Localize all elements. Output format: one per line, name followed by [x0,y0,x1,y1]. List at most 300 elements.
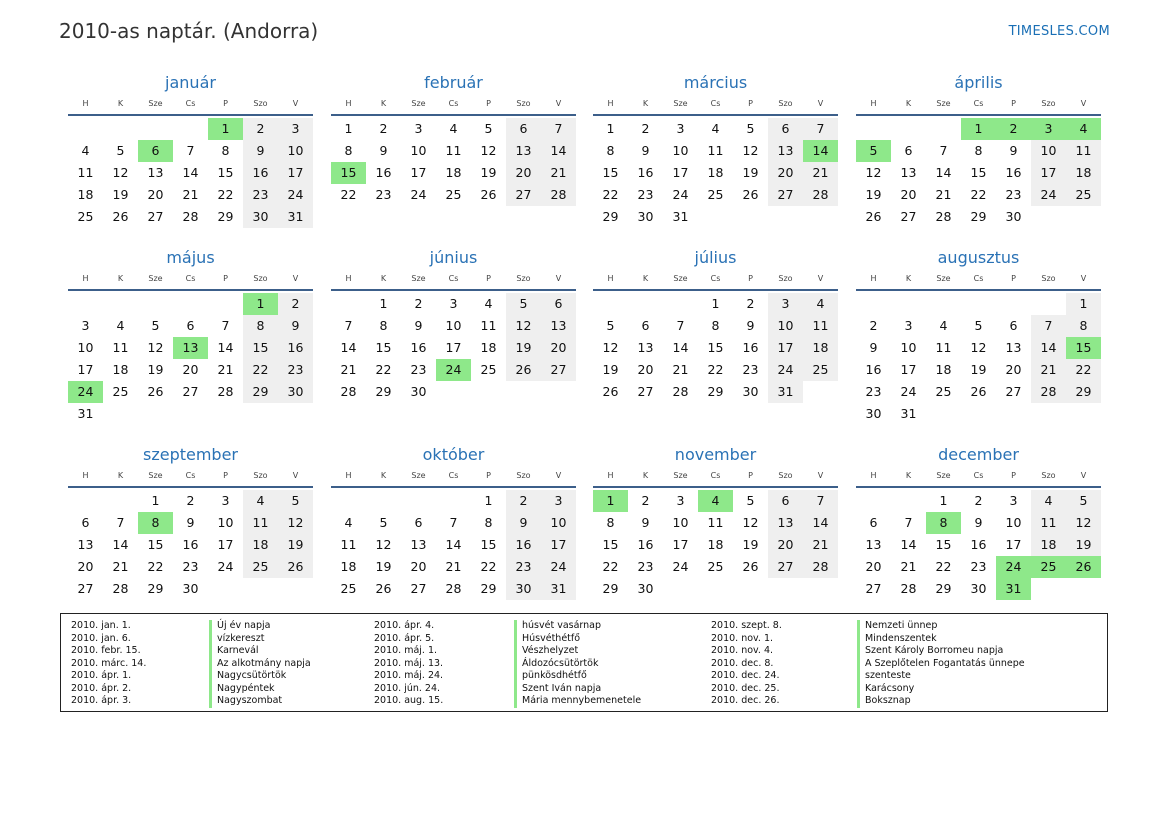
day-cell[interactable]: 23 [506,556,541,578]
day-cell[interactable]: 14 [672,340,689,355]
day-cell[interactable]: 30 [182,581,199,596]
day-cell[interactable]: 4 [1031,490,1066,512]
day-cell[interactable]: 1 [484,493,493,508]
day-cell[interactable]: 8 [484,515,493,530]
day-cell[interactable]: 23 [865,384,882,399]
day-cell[interactable]: 19 [375,559,392,574]
day-cell[interactable]: 1 [593,490,628,512]
day-cell[interactable]: 19 [865,187,882,202]
day-cell[interactable]: 21 [900,559,917,574]
day-cell[interactable]: 12 [970,340,987,355]
day-cell[interactable]: 10 [278,140,313,162]
day-cell[interactable]: 20 [182,362,199,377]
day-cell[interactable]: 12 [278,512,313,534]
day-cell[interactable]: 31 [278,206,313,228]
day-cell[interactable]: 17 [278,162,313,184]
day-cell[interactable]: 13 [637,340,654,355]
day-cell[interactable]: 10 [410,143,427,158]
day-cell[interactable]: 30 [506,578,541,600]
day-cell[interactable]: 27 [1005,384,1022,399]
day-cell[interactable]: 4 [81,143,90,158]
day-cell[interactable]: 14 [112,537,129,552]
day-cell[interactable]: 22 [217,187,234,202]
day-cell[interactable]: 30 [637,209,654,224]
day-cell[interactable]: 7 [803,490,838,512]
day-cell[interactable]: 18 [803,337,838,359]
day-cell[interactable]: 19 [506,337,541,359]
day-cell[interactable]: 24 [68,381,103,403]
day-cell[interactable]: 9 [243,140,278,162]
day-cell[interactable]: 27 [768,184,803,206]
day-cell[interactable]: 3 [904,318,913,333]
day-cell[interactable]: 19 [1066,534,1101,556]
day-cell[interactable]: 11 [77,165,94,180]
day-cell[interactable]: 8 [1066,315,1101,337]
day-cell[interactable]: 16 [506,534,541,556]
day-cell[interactable]: 27 [900,209,917,224]
day-cell[interactable]: 16 [278,337,313,359]
day-cell[interactable]: 17 [672,165,689,180]
day-cell[interactable]: 6 [869,515,878,530]
day-cell[interactable]: 20 [637,362,654,377]
day-cell[interactable]: 3 [449,296,458,311]
day-cell[interactable]: 14 [182,165,199,180]
day-cell[interactable]: 25 [77,209,94,224]
day-cell[interactable]: 26 [375,581,392,596]
day-cell[interactable]: 16 [637,537,654,552]
day-cell[interactable]: 28 [340,384,357,399]
day-cell[interactable]: 15 [935,537,952,552]
day-cell[interactable]: 7 [676,318,685,333]
day-cell[interactable]: 1 [711,296,720,311]
day-cell[interactable]: 28 [112,581,129,596]
day-cell[interactable]: 15 [602,537,619,552]
day-cell[interactable]: 9 [641,143,650,158]
day-cell[interactable]: 21 [1031,359,1066,381]
day-cell[interactable]: 30 [742,384,759,399]
day-cell[interactable]: 17 [541,534,576,556]
day-cell[interactable]: 10 [445,318,462,333]
day-cell[interactable]: 8 [974,143,983,158]
day-cell[interactable]: 18 [1031,534,1066,556]
day-cell[interactable]: 28 [935,209,952,224]
day-cell[interactable]: 12 [1066,512,1101,534]
day-cell[interactable]: 25 [707,187,724,202]
day-cell[interactable]: 19 [970,362,987,377]
day-cell[interactable]: 13 [77,537,94,552]
day-cell[interactable]: 14 [1031,337,1066,359]
day-cell[interactable]: 6 [904,143,913,158]
day-cell[interactable]: 20 [77,559,94,574]
day-cell[interactable]: 26 [480,187,497,202]
day-cell[interactable]: 11 [480,318,497,333]
day-cell[interactable]: 3 [1009,493,1018,508]
day-cell[interactable]: 5 [151,318,160,333]
day-cell[interactable]: 19 [278,534,313,556]
day-cell[interactable]: 16 [637,165,654,180]
day-cell[interactable]: 10 [672,143,689,158]
day-cell[interactable]: 19 [742,537,759,552]
day-cell[interactable]: 29 [707,384,724,399]
day-cell[interactable]: 7 [449,515,458,530]
day-cell[interactable]: 21 [445,559,462,574]
day-cell[interactable]: 10 [77,340,94,355]
day-cell[interactable]: 13 [900,165,917,180]
day-cell[interactable]: 5 [506,293,541,315]
day-cell[interactable]: 3 [81,318,90,333]
day-cell[interactable]: 22 [707,362,724,377]
day-cell[interactable]: 12 [865,165,882,180]
day-cell[interactable]: 20 [865,559,882,574]
day-cell[interactable]: 24 [410,187,427,202]
day-cell[interactable]: 4 [711,121,720,136]
day-cell[interactable]: 9 [379,143,388,158]
day-cell[interactable]: 30 [970,581,987,596]
day-cell[interactable]: 29 [1066,381,1101,403]
day-cell[interactable]: 22 [602,559,619,574]
day-cell[interactable]: 17 [768,337,803,359]
day-cell[interactable]: 16 [375,165,392,180]
day-cell[interactable]: 25 [935,384,952,399]
day-cell[interactable]: 26 [742,559,759,574]
day-cell[interactable]: 5 [116,143,125,158]
day-cell[interactable]: 2 [243,118,278,140]
day-cell[interactable]: 25 [1066,184,1101,206]
day-cell[interactable]: 25 [340,581,357,596]
day-cell[interactable]: 29 [243,381,278,403]
day-cell[interactable]: 12 [375,537,392,552]
day-cell[interactable]: 27 [637,384,654,399]
day-cell[interactable]: 4 [803,293,838,315]
day-cell[interactable]: 7 [344,318,353,333]
day-cell[interactable]: 6 [641,318,650,333]
day-cell[interactable]: 14 [935,165,952,180]
site-link[interactable]: TIMESLES.COM [1008,24,1110,39]
day-cell[interactable]: 27 [865,581,882,596]
day-cell[interactable]: 20 [541,337,576,359]
day-cell[interactable]: 16 [742,340,759,355]
day-cell[interactable]: 30 [278,381,313,403]
day-cell[interactable]: 8 [711,318,720,333]
day-cell[interactable]: 12 [147,340,164,355]
day-cell[interactable]: 2 [641,493,650,508]
day-cell[interactable]: 21 [217,362,234,377]
day-cell[interactable]: 18 [707,165,724,180]
day-cell[interactable]: 22 [147,559,164,574]
day-cell[interactable]: 8 [379,318,388,333]
day-cell[interactable]: 21 [541,162,576,184]
day-cell[interactable]: 11 [445,143,462,158]
day-cell[interactable]: 13 [173,337,208,359]
day-cell[interactable]: 31 [672,209,689,224]
day-cell[interactable]: 9 [869,340,878,355]
day-cell[interactable]: 26 [602,384,619,399]
day-cell[interactable]: 20 [768,534,803,556]
day-cell[interactable]: 16 [1005,165,1022,180]
day-cell[interactable]: 1 [1066,293,1101,315]
day-cell[interactable]: 25 [112,384,129,399]
day-cell[interactable]: 9 [186,515,195,530]
day-cell[interactable]: 5 [746,121,755,136]
day-cell[interactable]: 23 [375,187,392,202]
day-cell[interactable]: 13 [541,315,576,337]
day-cell[interactable]: 18 [112,362,129,377]
day-cell[interactable]: 25 [480,362,497,377]
day-cell[interactable]: 11 [340,537,357,552]
day-cell[interactable]: 26 [1066,556,1101,578]
day-cell[interactable]: 21 [112,559,129,574]
day-cell[interactable]: 8 [138,512,173,534]
day-cell[interactable]: 15 [147,537,164,552]
day-cell[interactable]: 16 [970,537,987,552]
day-cell[interactable]: 16 [865,362,882,377]
day-cell[interactable]: 19 [480,165,497,180]
day-cell[interactable]: 6 [81,515,90,530]
day-cell[interactable]: 18 [77,187,94,202]
day-cell[interactable]: 17 [1005,537,1022,552]
day-cell[interactable]: 11 [707,515,724,530]
day-cell[interactable]: 24 [672,187,689,202]
day-cell[interactable]: 27 [410,581,427,596]
day-cell[interactable]: 8 [606,515,615,530]
day-cell[interactable]: 2 [506,490,541,512]
day-cell[interactable]: 19 [742,165,759,180]
day-cell[interactable]: 27 [182,384,199,399]
day-cell[interactable]: 22 [602,187,619,202]
day-cell[interactable]: 18 [243,534,278,556]
day-cell[interactable]: 15 [331,162,366,184]
day-cell[interactable]: 24 [217,559,234,574]
day-cell[interactable]: 29 [602,209,619,224]
day-cell[interactable]: 27 [147,209,164,224]
day-cell[interactable]: 17 [672,537,689,552]
day-cell[interactable]: 30 [410,384,427,399]
day-cell[interactable]: 27 [77,581,94,596]
day-cell[interactable]: 1 [243,293,278,315]
day-cell[interactable]: 22 [970,187,987,202]
day-cell[interactable]: 18 [480,340,497,355]
day-cell[interactable]: 21 [672,362,689,377]
day-cell[interactable]: 3 [768,293,803,315]
day-cell[interactable]: 5 [278,490,313,512]
day-cell[interactable]: 26 [278,556,313,578]
day-cell[interactable]: 15 [375,340,392,355]
day-cell[interactable]: 28 [900,581,917,596]
day-cell[interactable]: 8 [221,143,230,158]
day-cell[interactable]: 11 [243,512,278,534]
day-cell[interactable]: 23 [1005,187,1022,202]
day-cell[interactable]: 16 [410,340,427,355]
day-cell[interactable]: 20 [147,187,164,202]
day-cell[interactable]: 28 [803,184,838,206]
day-cell[interactable]: 21 [935,187,952,202]
day-cell[interactable]: 5 [974,318,983,333]
day-cell[interactable]: 10 [672,515,689,530]
day-cell[interactable]: 22 [480,559,497,574]
day-cell[interactable]: 20 [900,187,917,202]
day-cell[interactable]: 10 [1005,515,1022,530]
day-cell[interactable]: 6 [768,490,803,512]
day-cell[interactable]: 15 [243,337,278,359]
day-cell[interactable]: 19 [147,362,164,377]
day-cell[interactable]: 26 [970,384,987,399]
day-cell[interactable]: 29 [935,581,952,596]
day-cell[interactable]: 14 [340,340,357,355]
day-cell[interactable]: 30 [1005,209,1022,224]
day-cell[interactable]: 5 [856,140,891,162]
day-cell[interactable]: 31 [541,578,576,600]
day-cell[interactable]: 4 [698,490,733,512]
day-cell[interactable]: 26 [112,209,129,224]
day-cell[interactable]: 1 [606,121,615,136]
day-cell[interactable]: 26 [506,359,541,381]
day-cell[interactable]: 7 [116,515,125,530]
day-cell[interactable]: 21 [340,362,357,377]
day-cell[interactable]: 15 [1066,337,1101,359]
day-cell[interactable]: 7 [541,118,576,140]
day-cell[interactable]: 5 [746,493,755,508]
day-cell[interactable]: 11 [1031,512,1066,534]
day-cell[interactable]: 9 [974,515,983,530]
day-cell[interactable]: 12 [480,143,497,158]
day-cell[interactable]: 15 [970,165,987,180]
day-cell[interactable]: 20 [506,162,541,184]
day-cell[interactable]: 23 [182,559,199,574]
day-cell[interactable]: 17 [1031,162,1066,184]
day-cell[interactable]: 13 [410,537,427,552]
day-cell[interactable]: 7 [803,118,838,140]
day-cell[interactable]: 31 [996,578,1031,600]
day-cell[interactable]: 12 [742,143,759,158]
day-cell[interactable]: 28 [803,556,838,578]
day-cell[interactable]: 29 [147,581,164,596]
day-cell[interactable]: 12 [742,515,759,530]
day-cell[interactable]: 31 [900,406,917,421]
day-cell[interactable]: 8 [344,143,353,158]
day-cell[interactable]: 18 [935,362,952,377]
day-cell[interactable]: 23 [410,362,427,377]
day-cell[interactable]: 22 [935,559,952,574]
day-cell[interactable]: 27 [768,556,803,578]
day-cell[interactable]: 21 [803,162,838,184]
day-cell[interactable]: 16 [243,162,278,184]
day-cell[interactable]: 17 [410,165,427,180]
day-cell[interactable]: 2 [641,121,650,136]
day-cell[interactable]: 9 [746,318,755,333]
day-cell[interactable]: 7 [221,318,230,333]
day-cell[interactable]: 11 [803,315,838,337]
day-cell[interactable]: 4 [939,318,948,333]
day-cell[interactable]: 31 [768,381,803,403]
day-cell[interactable]: 23 [970,559,987,574]
day-cell[interactable]: 17 [445,340,462,355]
day-cell[interactable]: 18 [1066,162,1101,184]
day-cell[interactable]: 22 [243,359,278,381]
day-cell[interactable]: 1 [344,121,353,136]
day-cell[interactable]: 7 [939,143,948,158]
day-cell[interactable]: 12 [602,340,619,355]
day-cell[interactable]: 10 [768,315,803,337]
day-cell[interactable]: 25 [445,187,462,202]
day-cell[interactable]: 10 [900,340,917,355]
day-cell[interactable]: 28 [1031,381,1066,403]
day-cell[interactable]: 22 [340,187,357,202]
day-cell[interactable]: 28 [541,184,576,206]
day-cell[interactable]: 5 [379,515,388,530]
day-cell[interactable]: 6 [186,318,195,333]
day-cell[interactable]: 31 [77,406,94,421]
day-cell[interactable]: 1 [379,296,388,311]
day-cell[interactable]: 13 [768,512,803,534]
day-cell[interactable]: 13 [865,537,882,552]
day-cell[interactable]: 13 [1005,340,1022,355]
day-cell[interactable]: 26 [147,384,164,399]
day-cell[interactable]: 25 [707,559,724,574]
day-cell[interactable]: 29 [375,384,392,399]
day-cell[interactable]: 24 [1031,184,1066,206]
day-cell[interactable]: 29 [970,209,987,224]
day-cell[interactable]: 16 [182,537,199,552]
day-cell[interactable]: 14 [217,340,234,355]
day-cell[interactable]: 18 [340,559,357,574]
day-cell[interactable]: 24 [768,359,803,381]
day-cell[interactable]: 19 [602,362,619,377]
day-cell[interactable]: 7 [1031,315,1066,337]
day-cell[interactable]: 20 [768,162,803,184]
day-cell[interactable]: 5 [606,318,615,333]
day-cell[interactable]: 9 [1009,143,1018,158]
day-cell[interactable]: 2 [996,118,1031,140]
day-cell[interactable]: 15 [602,165,619,180]
day-cell[interactable]: 20 [410,559,427,574]
day-cell[interactable]: 15 [707,340,724,355]
day-cell[interactable]: 17 [900,362,917,377]
day-cell[interactable]: 13 [506,140,541,162]
day-cell[interactable]: 15 [217,165,234,180]
day-cell[interactable]: 23 [243,184,278,206]
day-cell[interactable]: 24 [541,556,576,578]
day-cell[interactable]: 8 [926,512,961,534]
day-cell[interactable]: 26 [865,209,882,224]
day-cell[interactable]: 2 [974,493,983,508]
day-cell[interactable]: 12 [112,165,129,180]
day-cell[interactable]: 28 [445,581,462,596]
day-cell[interactable]: 2 [278,293,313,315]
day-cell[interactable]: 10 [541,512,576,534]
day-cell[interactable]: 26 [742,187,759,202]
day-cell[interactable]: 11 [1066,140,1101,162]
day-cell[interactable]: 10 [217,515,234,530]
day-cell[interactable]: 29 [602,581,619,596]
day-cell[interactable]: 2 [186,493,195,508]
day-cell[interactable]: 23 [637,187,654,202]
day-cell[interactable]: 9 [641,515,650,530]
day-cell[interactable]: 9 [278,315,313,337]
day-cell[interactable]: 25 [1031,556,1066,578]
day-cell[interactable]: 28 [217,384,234,399]
day-cell[interactable]: 21 [803,534,838,556]
day-cell[interactable]: 20 [1005,362,1022,377]
day-cell[interactable]: 8 [606,143,615,158]
day-cell[interactable]: 28 [182,209,199,224]
day-cell[interactable]: 13 [147,165,164,180]
day-cell[interactable]: 6 [138,140,173,162]
day-cell[interactable]: 28 [672,384,689,399]
day-cell[interactable]: 6 [768,118,803,140]
day-cell[interactable]: 11 [112,340,129,355]
day-cell[interactable]: 3 [541,490,576,512]
day-cell[interactable]: 4 [344,515,353,530]
